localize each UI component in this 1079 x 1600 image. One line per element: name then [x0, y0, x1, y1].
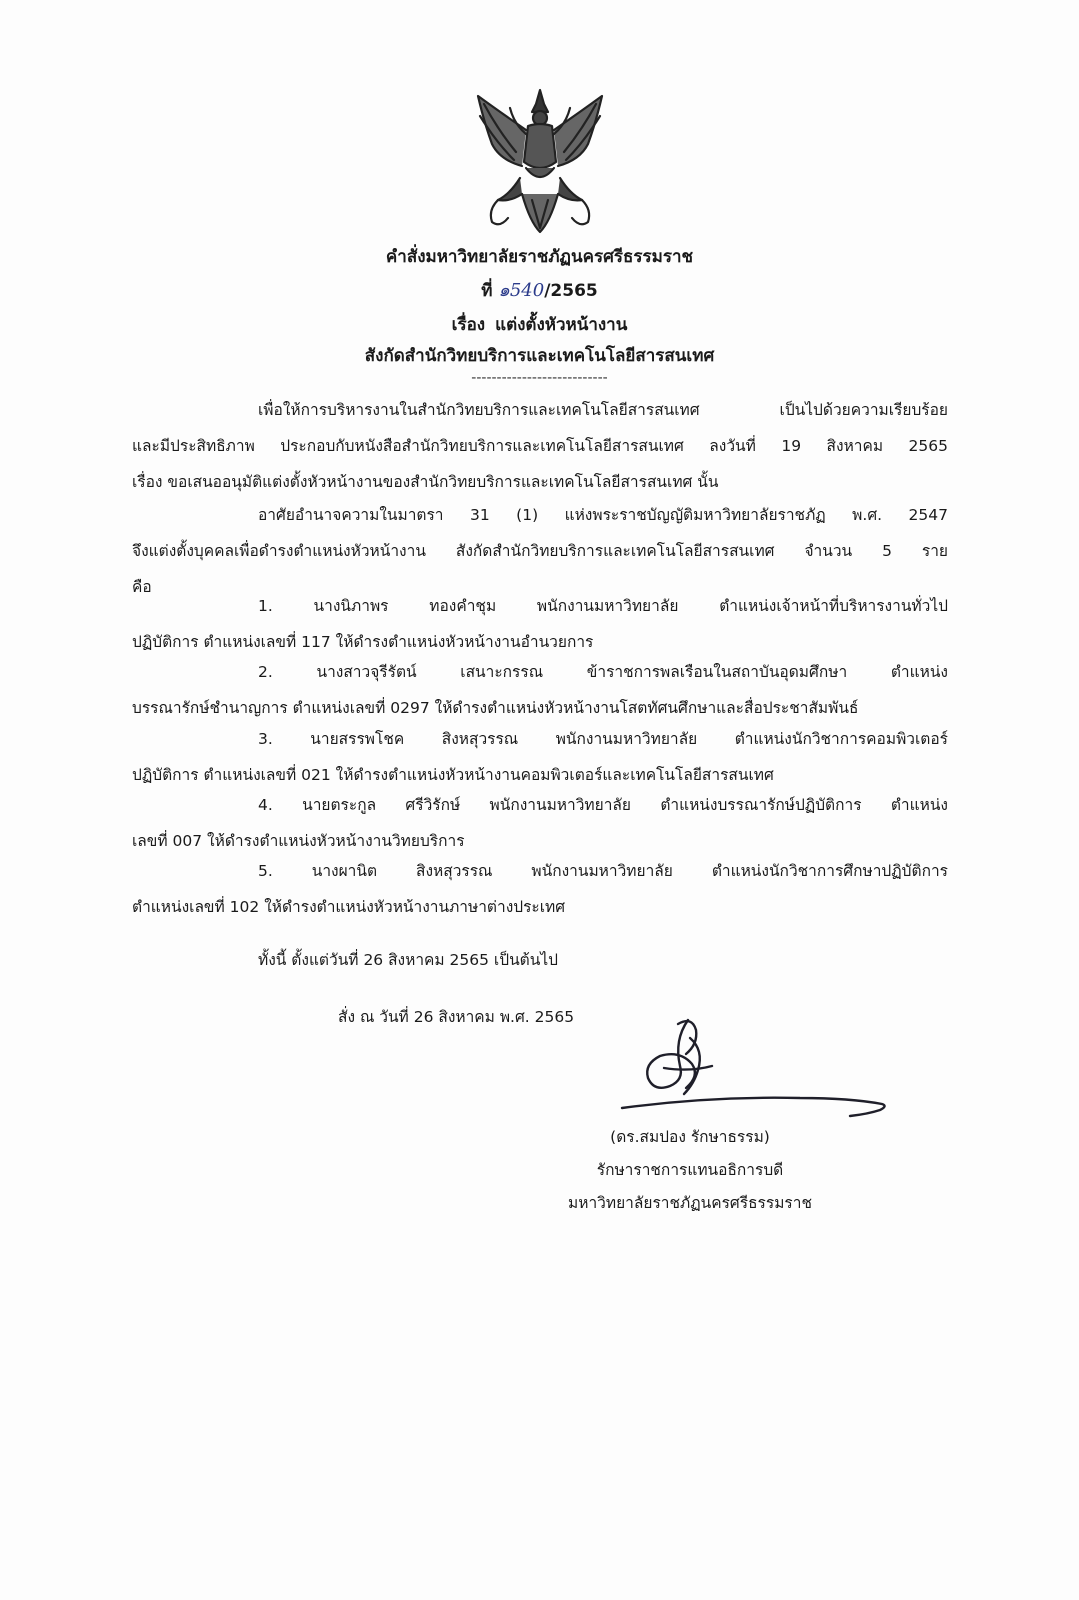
- list-item-5-line-2: ตำแหน่งเลขที่ 102 ให้ดำรงตำแหน่งหัวหน้างานภาษาต่างประเทศ: [132, 898, 566, 916]
- paragraph-2-line-3: คือ: [132, 578, 152, 596]
- number-suffix: /2565: [544, 281, 598, 301]
- paragraph-2-line-1: อาศัยอำนาจความในมาตรา 31 (1) แห่งพระราชบัญญัติมหาวิทยาลัยราชภัฏ พ.ศ. 2547: [258, 506, 948, 524]
- list-item-1-line-1: 1. นางนิภาพร ทองคำชุม พนักงานมหาวิทยาลัย ตำแหน่งเจ้าหน้าที่บริหารงานทั่วไป: [258, 597, 948, 615]
- paragraph-1-line-3: เรื่อง ขอเสนออนุมัติแต่งตั้งหัวหน้างานของสำนักวิทยบริการและเทคโนโลยีสารสนเทศ นั้น: [132, 473, 719, 491]
- order-subject: [0, 311, 1079, 338]
- list-item-3-line-2: ปฏิบัติการ ตำแหน่งเลขที่ 021 ให้ดำรงตำแหน่งหัวหน้างานคอมพิวเตอร์และเทคโนโลยีสารสนเทศ: [132, 766, 774, 784]
- signatory-name: (ดร.สมปอง รักษาธรรม): [610, 1128, 770, 1146]
- list-item-3-line-1: 3. นายสรรพโชค สิงหสุวรรณ พนักงานมหาวิทยาลัย ตำแหน่งนักวิชาการคอมพิวเตอร์: [258, 730, 948, 748]
- subject-label: เรื่อง: [451, 315, 486, 335]
- order-date: สั่ง ณ วันที่ 26 สิงหาคม พ.ศ. 2565: [338, 1008, 575, 1026]
- list-item-5-line-1: 5. นางผานิต สิงหสุวรรณ พนักงานมหาวิทยาลัย ตำแหน่งนักวิชาการศึกษาปฏิบัติการ: [258, 862, 948, 880]
- list-item-4-line-2: เลขที่ 007 ให้ดำรงตำแหน่งหัวหน้างานวิทยบริการ: [132, 832, 465, 850]
- paragraph-1-line-1: เพื่อให้การบริหารงานในสำนักวิทยบริการและเทคโนโลยีสารสนเทศ เป็นไปด้วยความเรียบร้อย: [258, 401, 948, 419]
- order-title: คำสั่งมหาวิทยาลัยราชภัฏนครศรีธรรมราช: [385, 247, 694, 267]
- list-item-4-line-1: 4. นายตระกูล ศรีวิรักษ์ พนักงานมหาวิทยาลัย ตำแหน่งบรรณารักษ์ปฏิบัติการ ตำแหน่ง: [258, 796, 948, 814]
- signatory-position: รักษาราชการแทนอธิการบดี: [596, 1161, 784, 1179]
- order-number: [0, 275, 1079, 304]
- handwritten-signature: [600, 1010, 890, 1120]
- number-prefix: ที่: [481, 281, 493, 301]
- list-item-2-line-2: บรรณารักษ์ชำนาญการ ตำแหน่งเลขที่ 0297 ให้ดำรงตำแหน่งหัวหน้างานโสตทัศนศึกษาและสื่อประชาสัมพันธ์: [132, 699, 859, 717]
- garuda-emblem: [470, 82, 610, 237]
- paragraph-1-line-2: และมีประสิทธิภาพ ประกอบกับหนังสือสำนักวิทยบริการและเทคโนโลยีสารสนเทศ ลงวันที่ 19 สิงหาคม 2565: [132, 437, 948, 455]
- signatory-institution: มหาวิทยาลัยราชภัฏนครศรีธรรมราช: [568, 1194, 812, 1212]
- paragraph-2-line-2: จึงแต่งตั้งบุคคลเพื่อดำรงตำแหน่งหัวหน้างาน สังกัดสำนักวิทยบริการและเทคโนโลยีสารสนเทศ จำนวน 5 ราย: [132, 542, 948, 560]
- effective-date: ทั้งนี้ ตั้งแต่วันที่ 26 สิงหาคม 2565 เป็นต้นไป: [258, 951, 558, 969]
- list-item-1-line-2: ปฏิบัติการ ตำแหน่งเลขที่ 117 ให้ดำรงตำแหน่งหัวหน้างานอำนวยการ: [132, 633, 594, 651]
- list-item-2-line-1: 2. นางสาวจุรีรัตน์ เสนาะกรรณ ข้าราชการพลเรือนในสถาบันอุดมศึกษา ตำแหน่ง: [258, 663, 948, 681]
- handwritten-number: ๑540: [498, 280, 545, 301]
- header-divider: ---------------------------: [471, 370, 608, 386]
- subject-text: แต่งตั้งหัวหน้างาน: [495, 315, 628, 335]
- order-unit: สังกัดสำนักวิทยบริการและเทคโนโลยีสารสนเทศ: [364, 346, 715, 366]
